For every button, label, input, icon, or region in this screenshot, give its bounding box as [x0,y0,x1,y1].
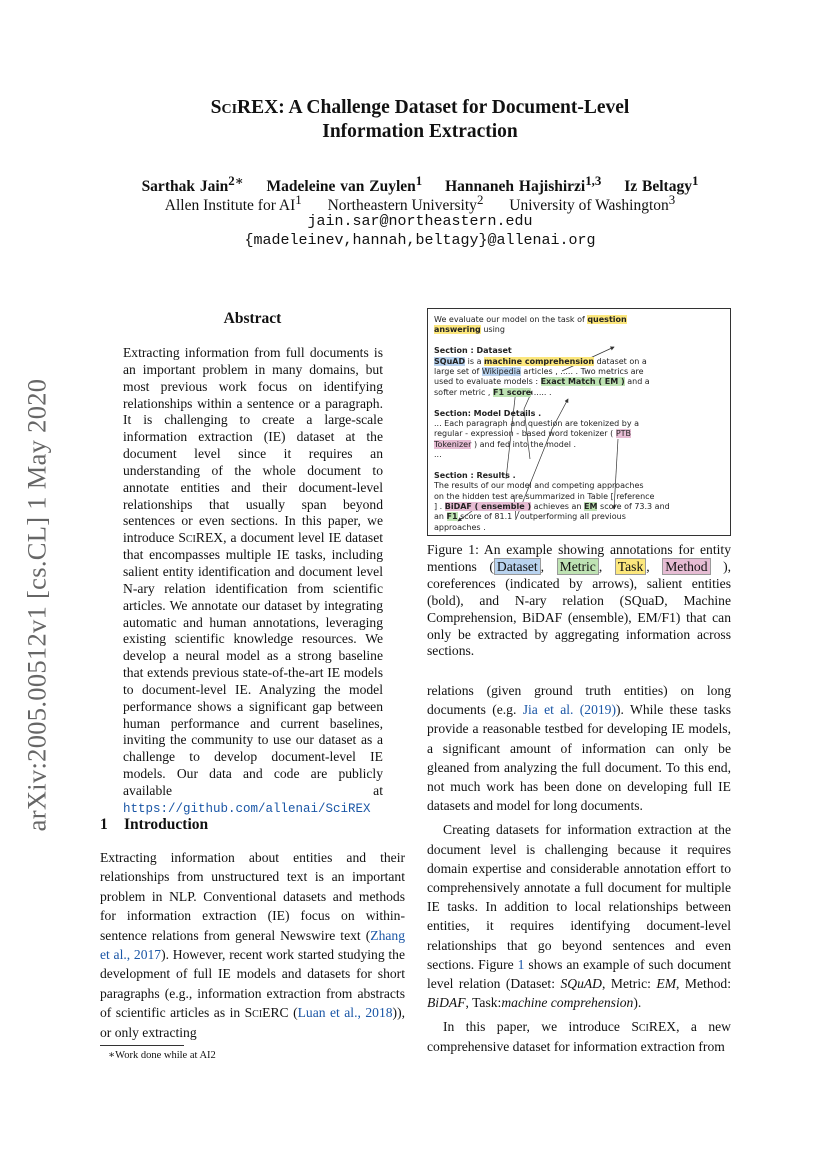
email-line: {madeleinev,hannah,beltagy}@allenai.org [244,232,596,249]
figure-ref-link[interactable]: 1 [517,956,525,972]
author-name: Sarthak Jain [141,178,229,196]
figure-caption: Figure 1: An example showing annotations for entity mentions ( Dataset , Metric , Task , Method ), coreferences (indicated by arrows), salient entities (bold), and N-ary relation (SQuaD, Machine Comprehension, BiDAF (ensemble), EM/F1) that can only be extracted by aggregating information across sections. [427,542,731,659]
legend-metric: Metric [557,558,599,575]
author-name: Hannaneh Hajishirzi [445,178,586,196]
section-heading: 1 Introduction [100,816,209,833]
legend-dataset: Dataset [494,558,541,575]
email-line: jain.sar@northeastern.edu [307,213,533,230]
intro-text: Extracting information about entities and their relationships from unstructured text is an important problem in NLP. Conventional datasets and methods for information extraction (IE) focus on within-sentence relations from general Newswire text (Zhang et al., 2017). However, recent work started studying the development of full IE models and datasets for short paragraphs (e.g., information extraction from abstracts of scientific articles as in SciERC (Luan et al., 2018)), or only extracting [100,850,405,1040]
legend-method: Method [662,558,710,575]
legend-task: Task [615,558,646,575]
figure-1: We evaluate our model on the task of question answering using Section : Dataset SQuAD is a machine comprehension dataset on a large set of Wikipedia articles , ..... . Two metrics are used to evaluate models : Exact Match ( EM ) and a softer metric , F1 score ..... . Section: Model Details . ... Each paragraph and question are tokenized by a regular - expression - based word tokenizer ( PTB Tokenizer ) and fed into the model . ... Section : Results . The results of our model and competing approaches on the hidden test are summarized in Table [ reference ] . BiDAF ( ensemble ) achieves an EM score of 73.3 and an F1 score of 81.1 , outperforming all previous approaches . [427,308,731,536]
paper-title: SciREX: A Challenge Dataset for Document-Level Information Extraction [210,97,630,142]
arxiv-watermark: arXiv:2005.00512v1 [cs.CL] 1 May 2020 [21,378,52,832]
abstract-heading: Abstract [223,310,282,327]
citation-link[interactable]: Jia et al. (2019) [522,702,617,718]
affiliation-list: Allen Institute for $AI^1$ Northeastern University$^2$ University of Washington$^3$ [164,192,676,215]
repo-link[interactable]: https://github.com/allenai/SciREX [123,801,371,816]
right-column-text: relations (given ground truth entities) on long documents (e.g. Jia et al. (2019)). While these tasks provide a reasonable testbed for developing IE models, a significant amount of information can only be gleaned from analyzing the full document. To this end, not much work has been done on developing full IE datasets and model for long documents. Creating datasets for information extraction at the document level is challenging because it requires domain expertise and considerable annotation effort to comprehensively annotate a full document for multiple IE tasks. In addition to local relationships between entities, it requires identifying document-level relationships that go beyond sentences and even sections. Figure 1 shows an example of such document level relation (Dataset: SQuAD, Metric: EM, Method: BiDAF, Task:machine comprehension). In this paper, we introduce SciREX, a new comprehensive dataset for information extraction from [427,683,731,1054]
author-name: Madeleine van Zuylen [266,178,416,196]
citation-link[interactable]: Zhang et al., 2017 [100,927,405,963]
footnote: ∗Work done while at AI2 [108,1050,216,1061]
author-list: Sarthak Jain$^{2∗}$ Madeleine van Zuylen$^1$ Hannaneh Hajishirzi$^{1,3}$ Iz Beltagy$^1$ [141,173,699,196]
abstract-text: Extracting information from full documents is an important problem in many domains, but most previous work focus on identifying relationships within a sentence or a paragraph. It is challenging to create a large-scale information extraction (IE) dataset at the document level since it requires an understanding of the whole document to annotate entities and their document-level relationships that usually span beyond sentences or even sections. In this paper, we introduce SciREX, a document level IE dataset that encompasses multiple IE tasks, including salient entity identification and document level N-ary relation identification from scientific articles. We annotate our dataset by integrating automatic and human annotations, leveraging existing scientific knowledge resources. We develop a neural model as a strong baseline that extends previous state-of-the-art IE models to document-level IE. Analyzing the model performance shows a significant gap between human performance and current baselines, inviting the community to use our dataset as a challenge to develop document-level IE models. Our data and code are publicly available at https://github.com/allenai/SciREX [123,345,384,816]
author-name: Iz Beltagy [624,178,692,196]
footnote-rule [100,1045,184,1046]
citation-link[interactable]: Luan et al., 2018 [297,1005,393,1021]
